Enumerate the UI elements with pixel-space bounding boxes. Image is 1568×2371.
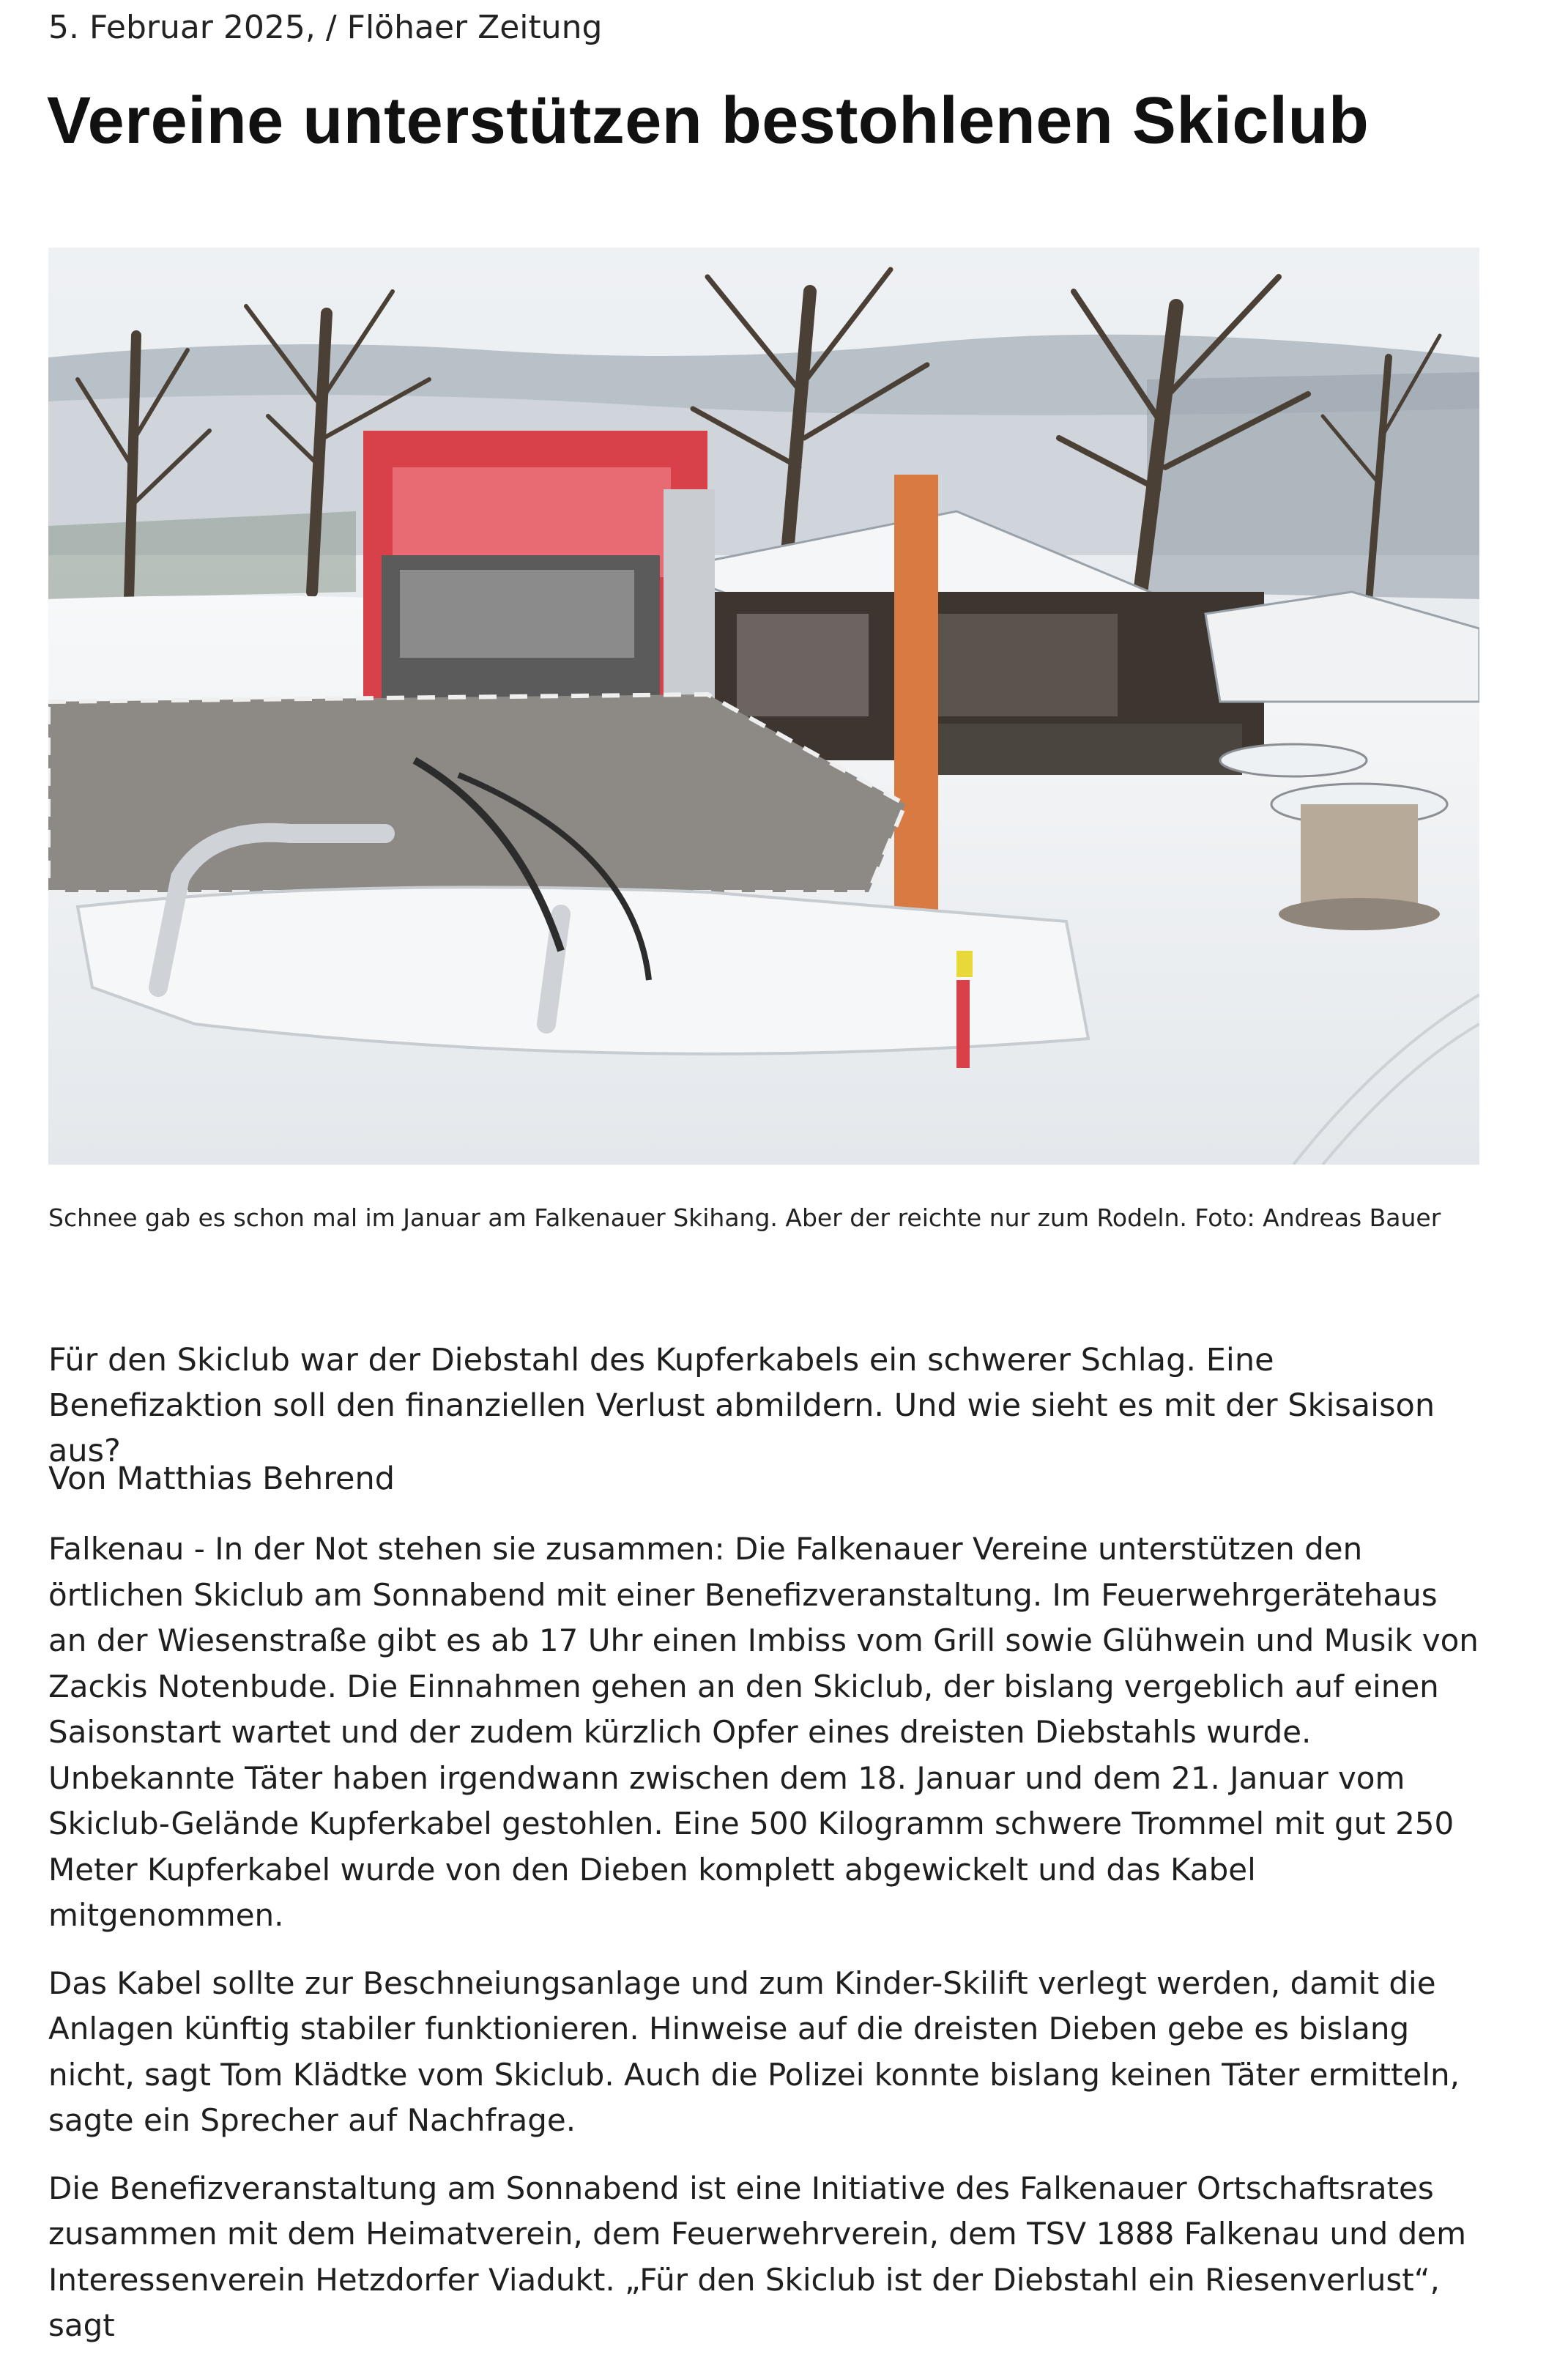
dateline: 5. Februar 2025, / Flöhaer Zeitung xyxy=(48,9,603,46)
author-byline: Von Matthias Behrend xyxy=(48,1461,395,1497)
article-lead: Für den Skiclub war der Diebstahl des Kupferkabels ein schwerer Schlag. Eine Benefizaktion soll den finanziellen Verlust abmildern. Und wie sieht es mit der Skisaison aus? xyxy=(48,1342,1435,1469)
headline: Vereine unterstützen bestohlenen Skiclub xyxy=(47,84,1370,157)
photo-caption: Schnee gab es schon mal im Januar am Falkenauer Skihang. Aber der reichte nur zum Rodeln. Foto: Andreas Bauer xyxy=(48,1203,1441,1232)
body-paragraph: Falkenau - In der Not stehen sie zusammen: Die Falkenauer Vereine unterstützen den örtlichen Skiclub am Sonnabend mit einer Benefizveranstaltung. Im Feuerwehrgerätehaus an der Wiesenstraße gibt es ab 17 Uhr einen Imbiss vom Grill sowie Glühwein und Musik von Zackis Notenbude. Die Einnahmen gehen an den Skiclub, der bislang vergeblich auf einen Saisonstart wartet und der zudem kürzlich Opfer eines dreisten Diebstahls wurde. Unbekannte Täter haben irgendwann zwischen dem 18. Januar und dem 21. Januar vom Skiclub-Gelände Kupferkabel gestohlen. Eine 500 Kilogramm schwere Trommel mit gut 250 Meter Kupferkabel wurde von den Dieben komplett abgewickelt und das Kabel mitgenommen. xyxy=(48,1531,1479,1933)
body-paragraph: Die Benefizveranstaltung am Sonnabend ist eine Initiative des Falkenauer Ortschaftsrates zusammen mit dem Heimatverein, dem Feuerwehrverein, dem TSV 1888 Falkenau und dem Interessenverein Hetzdorfer Viadukt. „Für den Skiclub ist der Diebstahl ein Riesenverlust“, sagt xyxy=(48,2170,1467,2343)
body-paragraph: Das Kabel sollte zur Beschneiungsanlage und zum Kinder-Skilift verlegt werden, damit die Anlagen künftig stabiler funktionieren. Hinweise auf die dreisten Dieben gebe es bislang nicht, sagt Tom Klädtke vom Skiclub. Auch die Polizei konnte bislang keinen Täter ermitteln, sagte ein Sprecher auf Nachfrage. xyxy=(48,1964,1460,2138)
article-body xyxy=(48,1526,1485,2371)
snow-groomer-photo xyxy=(48,248,1479,1165)
article-photo xyxy=(48,248,1479,1165)
